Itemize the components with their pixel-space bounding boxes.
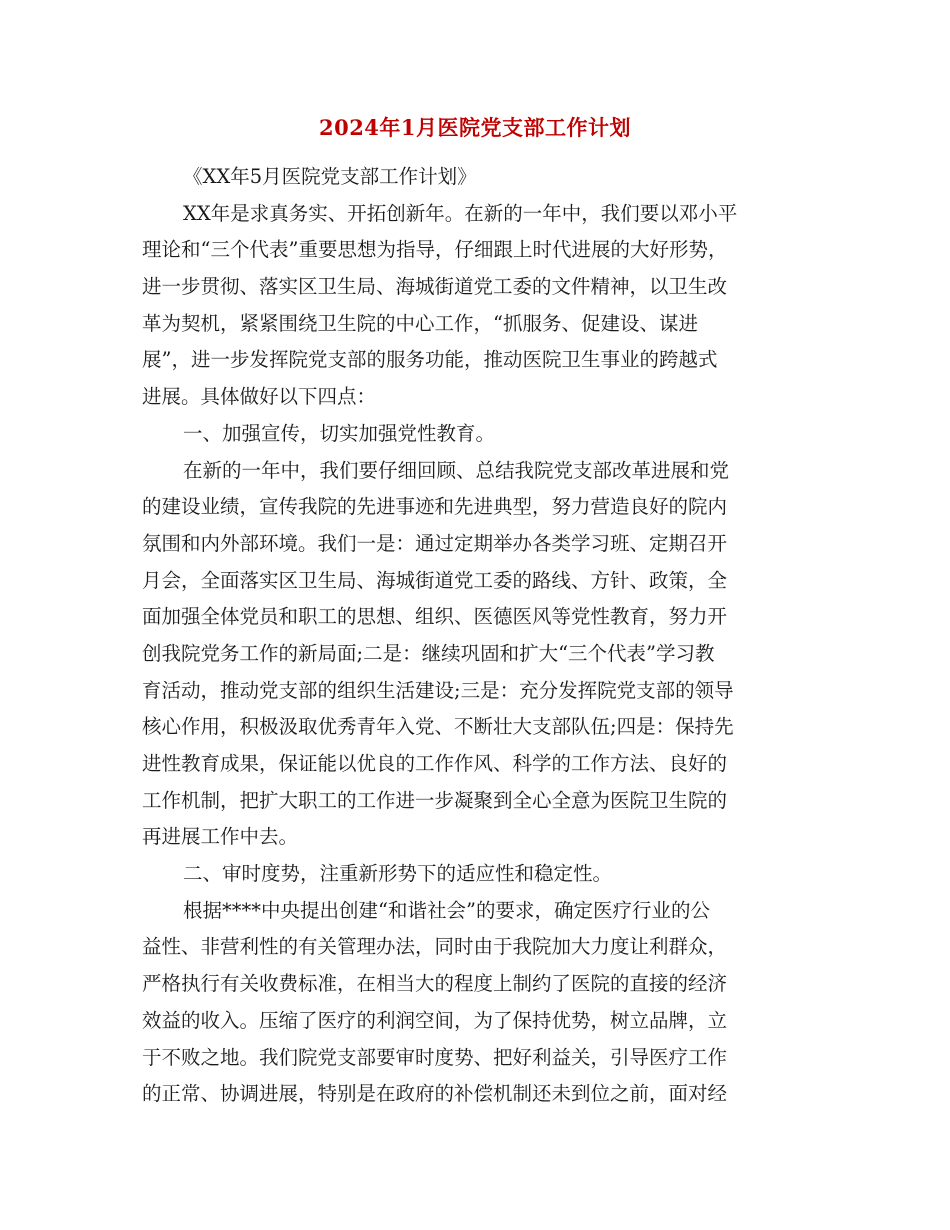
body-line: 根据****中央提出创建“和谐社会”的要求，确定医疗行业的公	[183, 898, 710, 922]
body-line: 氛围和内外部环境。我们一是：通过定期举办各类学习班、定期召开	[142, 531, 728, 555]
body-line: 育活动，推动党支部的组织生活建设;三是：充分发挥院党支部的领导	[142, 678, 734, 702]
body-line: 一、加强宣传，切实加强党性教育。	[183, 421, 496, 445]
body-line: 益性、非营利性的有关管理办法，同时由于我院加大力度让利群众，	[142, 935, 728, 959]
body-line: 革为契机，紧紧围绕卫生院的中心工作，“抓服务、促建设、谋进	[142, 311, 698, 335]
body-line: 月会，全面落实区卫生局、海城街道党工委的路线、方针、政策，全	[142, 568, 728, 592]
body-line: 核心作用，积极汲取优秀青年入党、不断壮大支部队伍;四是：保持先	[142, 715, 734, 739]
body-line: 效益的收入。压缩了医疗的利润空间，为了保持优势，树立品牌，立	[142, 1008, 728, 1032]
body-line: 的建设业绩，宣传我院的先进事迹和先进典型，努力营造良好的院内	[142, 495, 728, 519]
body-line: 再进展工作中去。	[142, 825, 299, 849]
body-line: 在新的一年中，我们要仔细回顾、总结我院党支部改革进展和党	[183, 458, 730, 482]
body-line: 工作机制，把扩大职工的工作进一步凝聚到全心全意为医院卫生院的	[142, 788, 728, 812]
document-title: 2024年1月医院党支部工作计划	[318, 115, 632, 140]
document-body	[142, 159, 808, 1113]
body-line: 创我院党务工作的新局面;二是：继续巩固和扩大“三个代表”学习教	[142, 641, 715, 665]
body-line: 理论和“三个代表”重要思想为指导，仔细跟上时代进展的大好形势，	[142, 238, 728, 262]
body-line: 二、审时度势，注重新形势下的适应性和稳定性。	[183, 862, 613, 886]
body-line: 的正常、协调进展，特别是在政府的补偿机制还未到位之前，面对经	[142, 1082, 728, 1106]
body-line: 展”，进一步发挥院党支部的服务功能，推动医院卫生事业的跨越式	[142, 348, 718, 372]
body-line: 进性教育成果，保证能以优良的工作作风、科学的工作方法、良好的	[142, 752, 728, 775]
body-line: 面加强全体党员和职工的思想、组织、医德医风等党性教育，努力开	[142, 605, 728, 629]
body-line: XX年是求真务实、开拓创新年。在新的一年中，我们要以邓小平	[183, 201, 738, 225]
body-line: 进一步贯彻、落实区卫生局、海城街道党工委的文件精神，以卫生改	[142, 275, 728, 299]
body-line: 严格执行有关收费标准，在相当大的程度上制约了医院的直接的经济	[142, 972, 728, 996]
body-line: 于不败之地。我们院党支部要审时度势、把好利益关，引导医疗工作	[142, 1045, 728, 1069]
body-line: 《XX年5月医院党支部工作计划》	[183, 165, 477, 188]
body-line: 进展。具体做好以下四点：	[142, 385, 377, 409]
